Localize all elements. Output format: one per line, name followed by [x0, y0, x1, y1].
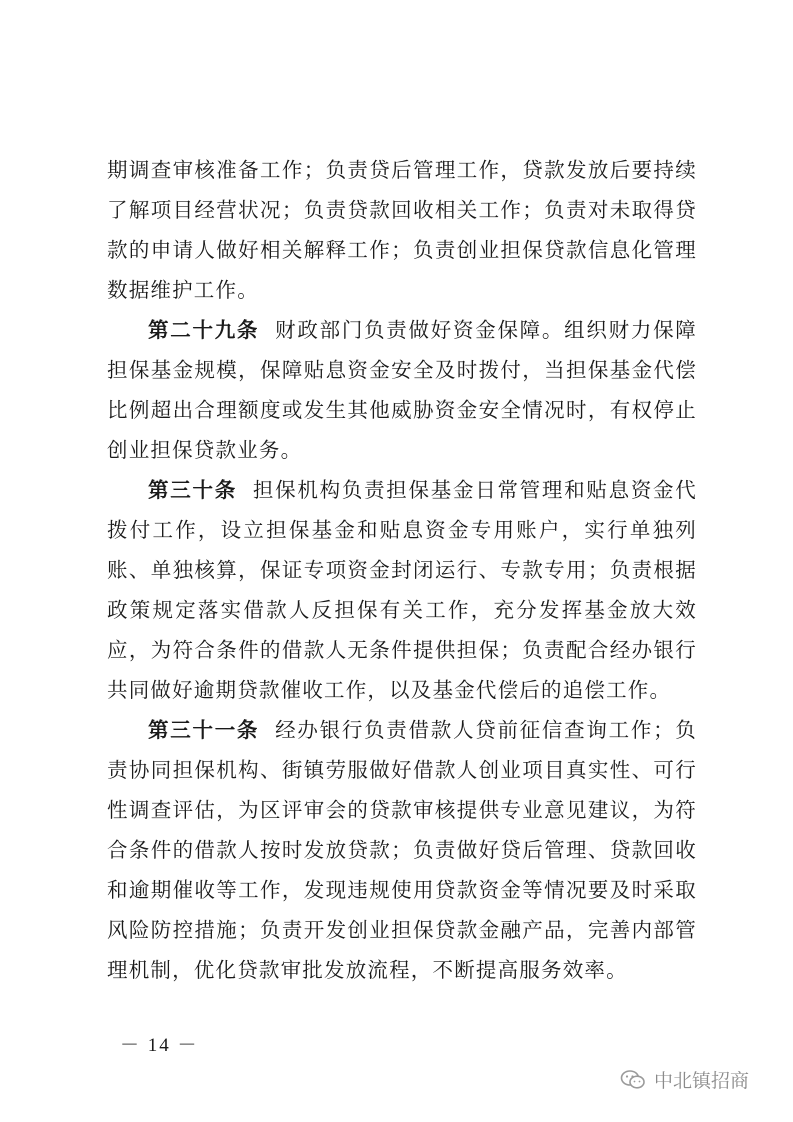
paragraph-continued — [107, 150, 697, 310]
article-30 — [107, 470, 697, 710]
article-title: 第二十九条 — [148, 318, 260, 342]
article-text: 经办银行负责借款人贷前征信查询工作；负责协同担保机构、街镇劳服做好借款人创业项目真实性、可行性调查评估，为区评审会的贷款审核提供专业意见建议，为符合条件的借款人按时发放贷款；负责做好贷后管理、贷款回收和逾期催收等工作，发现违规使用贷款资金等情况要及时采取风险防控措施；负责开发创业担保贷款金融产品，完善内部管理机制，优化贷款审批发放流程，不断提高服务效率。 — [107, 718, 697, 982]
wechat-icon — [620, 1069, 646, 1091]
page-number: － 14 － — [120, 1035, 199, 1056]
article-text: 财政部门负责做好资金保障。组织财力保障担保基金规模，保障贴息资金安全及时拨付，当担保基金代偿比例超出合理额度或发生其他威胁资金安全情况时，有权停止创业担保贷款业务。 — [107, 318, 697, 462]
watermark — [620, 1066, 749, 1093]
article-title: 第三十一条 — [148, 718, 260, 742]
article-31 — [107, 710, 697, 990]
article-text: 担保机构负责担保基金日常管理和贴息资金代拨付工作，设立担保基金和贴息资金专用账户，实行单独列账、单独核算，保证专项资金封闭运行、专款专用；负责根据政策规定落实借款人反担保有关工作，充分发挥基金放大效应，为符合条件的借款人无条件提供担保；负责配合经办银行共同做好逾期贷款催收工作，以及基金代偿后的追偿工作。 — [107, 478, 697, 702]
document-body — [107, 150, 697, 990]
article-29 — [107, 310, 697, 470]
watermark-text: 中北镇招商 — [654, 1070, 750, 1092]
article-title: 第三十条 — [148, 478, 237, 502]
paragraph-text: 期调查审核准备工作；负责贷后管理工作，贷款发放后要持续了解项目经营状况；负责贷款回收相关工作；负责对未取得贷款的申请人做好相关解释工作；负责创业担保贷款信息化管理数据维护工作。 — [107, 158, 697, 302]
